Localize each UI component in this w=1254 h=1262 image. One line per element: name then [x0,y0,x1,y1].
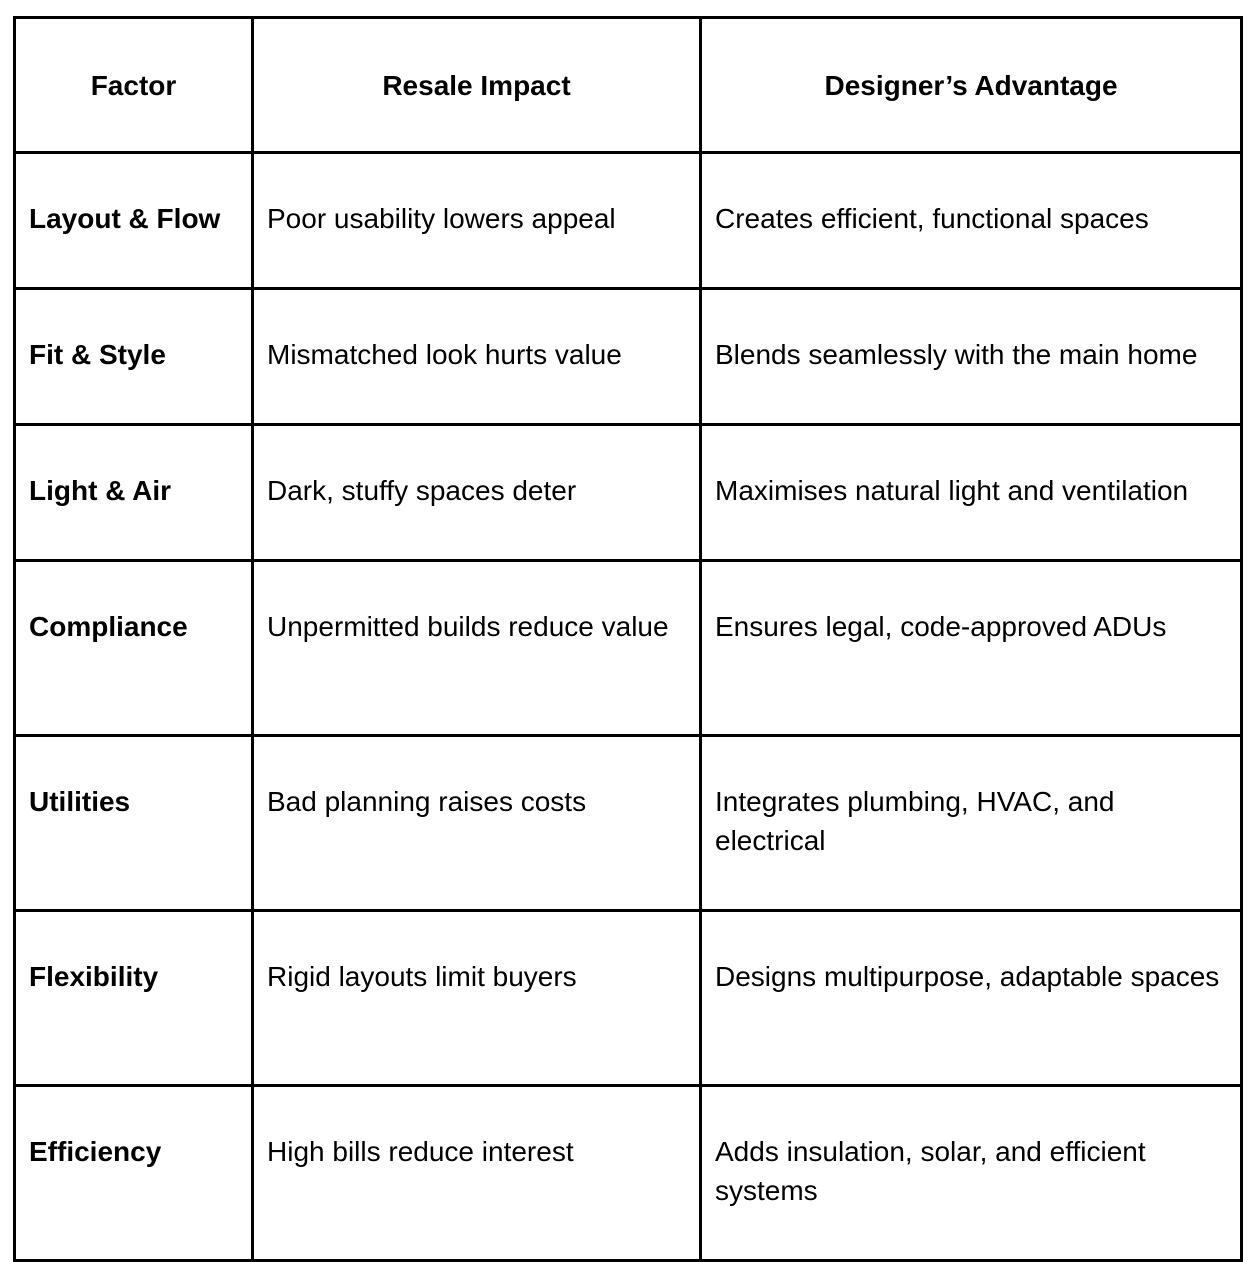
designers-advantage-cell: Creates efficient, functional spaces [701,153,1242,289]
table-row [15,736,1242,911]
designers-advantage-cell: Ensures legal, code-approved ADUs [701,561,1242,736]
factor-cell: Flexibility [15,911,253,1086]
designers-advantage-cell: Integrates plumbing, HVAC, and electrical [701,736,1242,911]
table-row [15,153,1242,289]
resale-impact-cell: Mismatched look hurts value [253,289,701,425]
table-row [15,425,1242,561]
designers-advantage-cell: Designs multipurpose, adaptable spaces [701,911,1242,1086]
factor-cell: Layout & Flow [15,153,253,289]
header-row [15,18,1242,153]
resale-impact-cell: Poor usability lowers appeal [253,153,701,289]
comparison-table [13,16,1243,1262]
factor-cell: Fit & Style [15,289,253,425]
table-row [15,289,1242,425]
header-resale-impact: Resale Impact [253,18,701,153]
table-row [15,911,1242,1086]
designers-advantage-cell: Maximises natural light and ventilation [701,425,1242,561]
table-container [13,16,1243,1262]
factor-cell: Efficiency [15,1086,253,1261]
factor-cell: Utilities [15,736,253,911]
resale-impact-cell: Dark, stuffy spaces deter [253,425,701,561]
resale-impact-cell: Rigid layouts limit buyers [253,911,701,1086]
header-designers-advantage: Designer’s Advantage [701,18,1242,153]
header-factor: Factor [15,18,253,153]
resale-impact-cell: Unpermitted builds reduce value [253,561,701,736]
factor-cell: Light & Air [15,425,253,561]
factor-cell: Compliance [15,561,253,736]
resale-impact-cell: High bills reduce interest [253,1086,701,1261]
table-row [15,1086,1242,1261]
designers-advantage-cell: Blends seamlessly with the main home [701,289,1242,425]
resale-impact-cell: Bad planning raises costs [253,736,701,911]
table-row [15,561,1242,736]
designers-advantage-cell: Adds insulation, solar, and efficient systems [701,1086,1242,1261]
